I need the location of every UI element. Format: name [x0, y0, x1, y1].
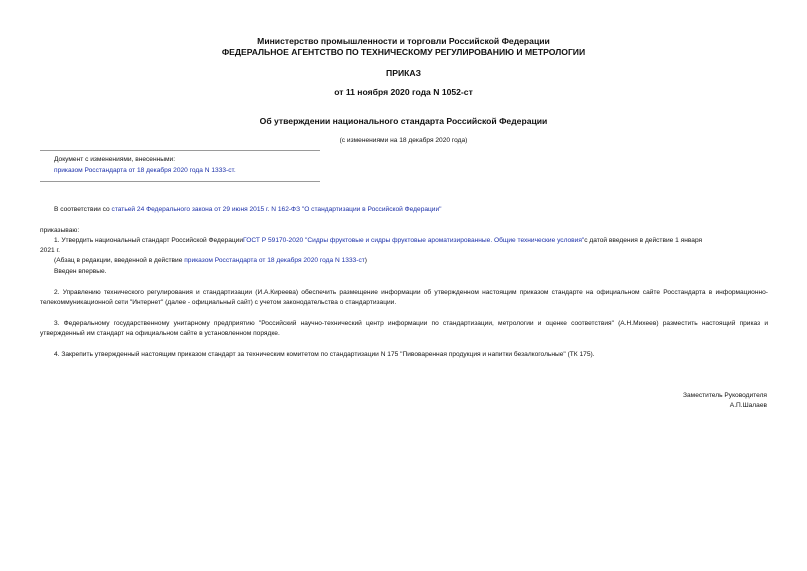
- changes-note: (с изменениями на 18 декабря 2020 года): [339, 137, 468, 144]
- signature-position: Заместитель Руководителя: [683, 392, 767, 399]
- doc-date: от 11 ноября 2020 года N 1052-ст: [334, 87, 473, 97]
- item1-cont: 2021 г.: [40, 247, 60, 254]
- item1-prefix: 1. Утвердить национальный стандарт Российской Федерации: [54, 237, 244, 244]
- item3: 3. Федеральному государственному унитарному предприятию "Российский научно-технический центр информации по стандартизации, метрологии и оценке соответствия" (А.Н.Михеев) разместить настоящий приказ и утвержденный им стандарт на официальном сайте в установленном порядке.: [40, 320, 768, 337]
- divider-top: [40, 150, 320, 151]
- divider-bottom: [40, 181, 320, 182]
- item4: 4. Закрепить утвержденный настоящим приказом стандарт за техническим комитетом по стандартизации N 175 "Пивоваренная продукция и напитки безалкогольные" (ТК 175).: [54, 351, 595, 358]
- preamble-text: В соответствии со: [54, 206, 112, 213]
- item1-suffix: с датой введения в действие 1 января: [584, 237, 703, 244]
- amend-line: Документ с изменениями, внесенными:: [54, 156, 176, 163]
- gost-link[interactable]: ГОСТ Р 59170-2020 "Сидры фруктовые и сидры фруктовые ароматизированные. Общие технические условия": [243, 237, 585, 244]
- agency-name: ФЕДЕРАЛЬНОЕ АГЕНТСТВО ПО ТЕХНИЧЕСКОМУ РЕГУЛИРОВАНИЮ И МЕТРОЛОГИИ: [221, 47, 586, 57]
- doc-type: ПРИКАЗ: [386, 68, 421, 78]
- doc-title: Об утверждении национального стандарта Российской Федерации: [259, 116, 548, 126]
- item1-line: [54, 236, 702, 245]
- item2: 2. Управлению технического регулирования и стандартизации (И.А.Киреева) обеспечить размещение информации об утвержденном настоящим приказом стандарте на официальном сайте Росстандарта в информационно-телекоммуникационной сети "Интернет" (далее - официальный сайт) с учетом законодательства о стандартизации.: [40, 289, 768, 306]
- order-word: приказываю:: [40, 227, 80, 234]
- preamble: [54, 205, 442, 214]
- item1-intro: Введен впервые.: [54, 268, 107, 275]
- law-link[interactable]: статьей 24 Федерального закона от 29 июня 2015 г. N 162-ФЗ "О стандартизации в Российской Федерации": [111, 206, 442, 213]
- amend-link[interactable]: приказом Росстандарта от 18 декабря 2020 года N 1333-ст.: [54, 167, 236, 174]
- note-link[interactable]: приказом Росстандарта от 18 декабря 2020 года N 1333-ст: [184, 257, 365, 264]
- note-suffix: ): [364, 257, 367, 264]
- note-prefix: (Абзац в редакции, введенной в действие: [54, 257, 185, 264]
- item1-note: [54, 256, 367, 265]
- ministry-name: Министерство промышленности и торговли Российской Федерации: [257, 36, 550, 46]
- signature-name: А.П.Шалаев: [729, 402, 767, 409]
